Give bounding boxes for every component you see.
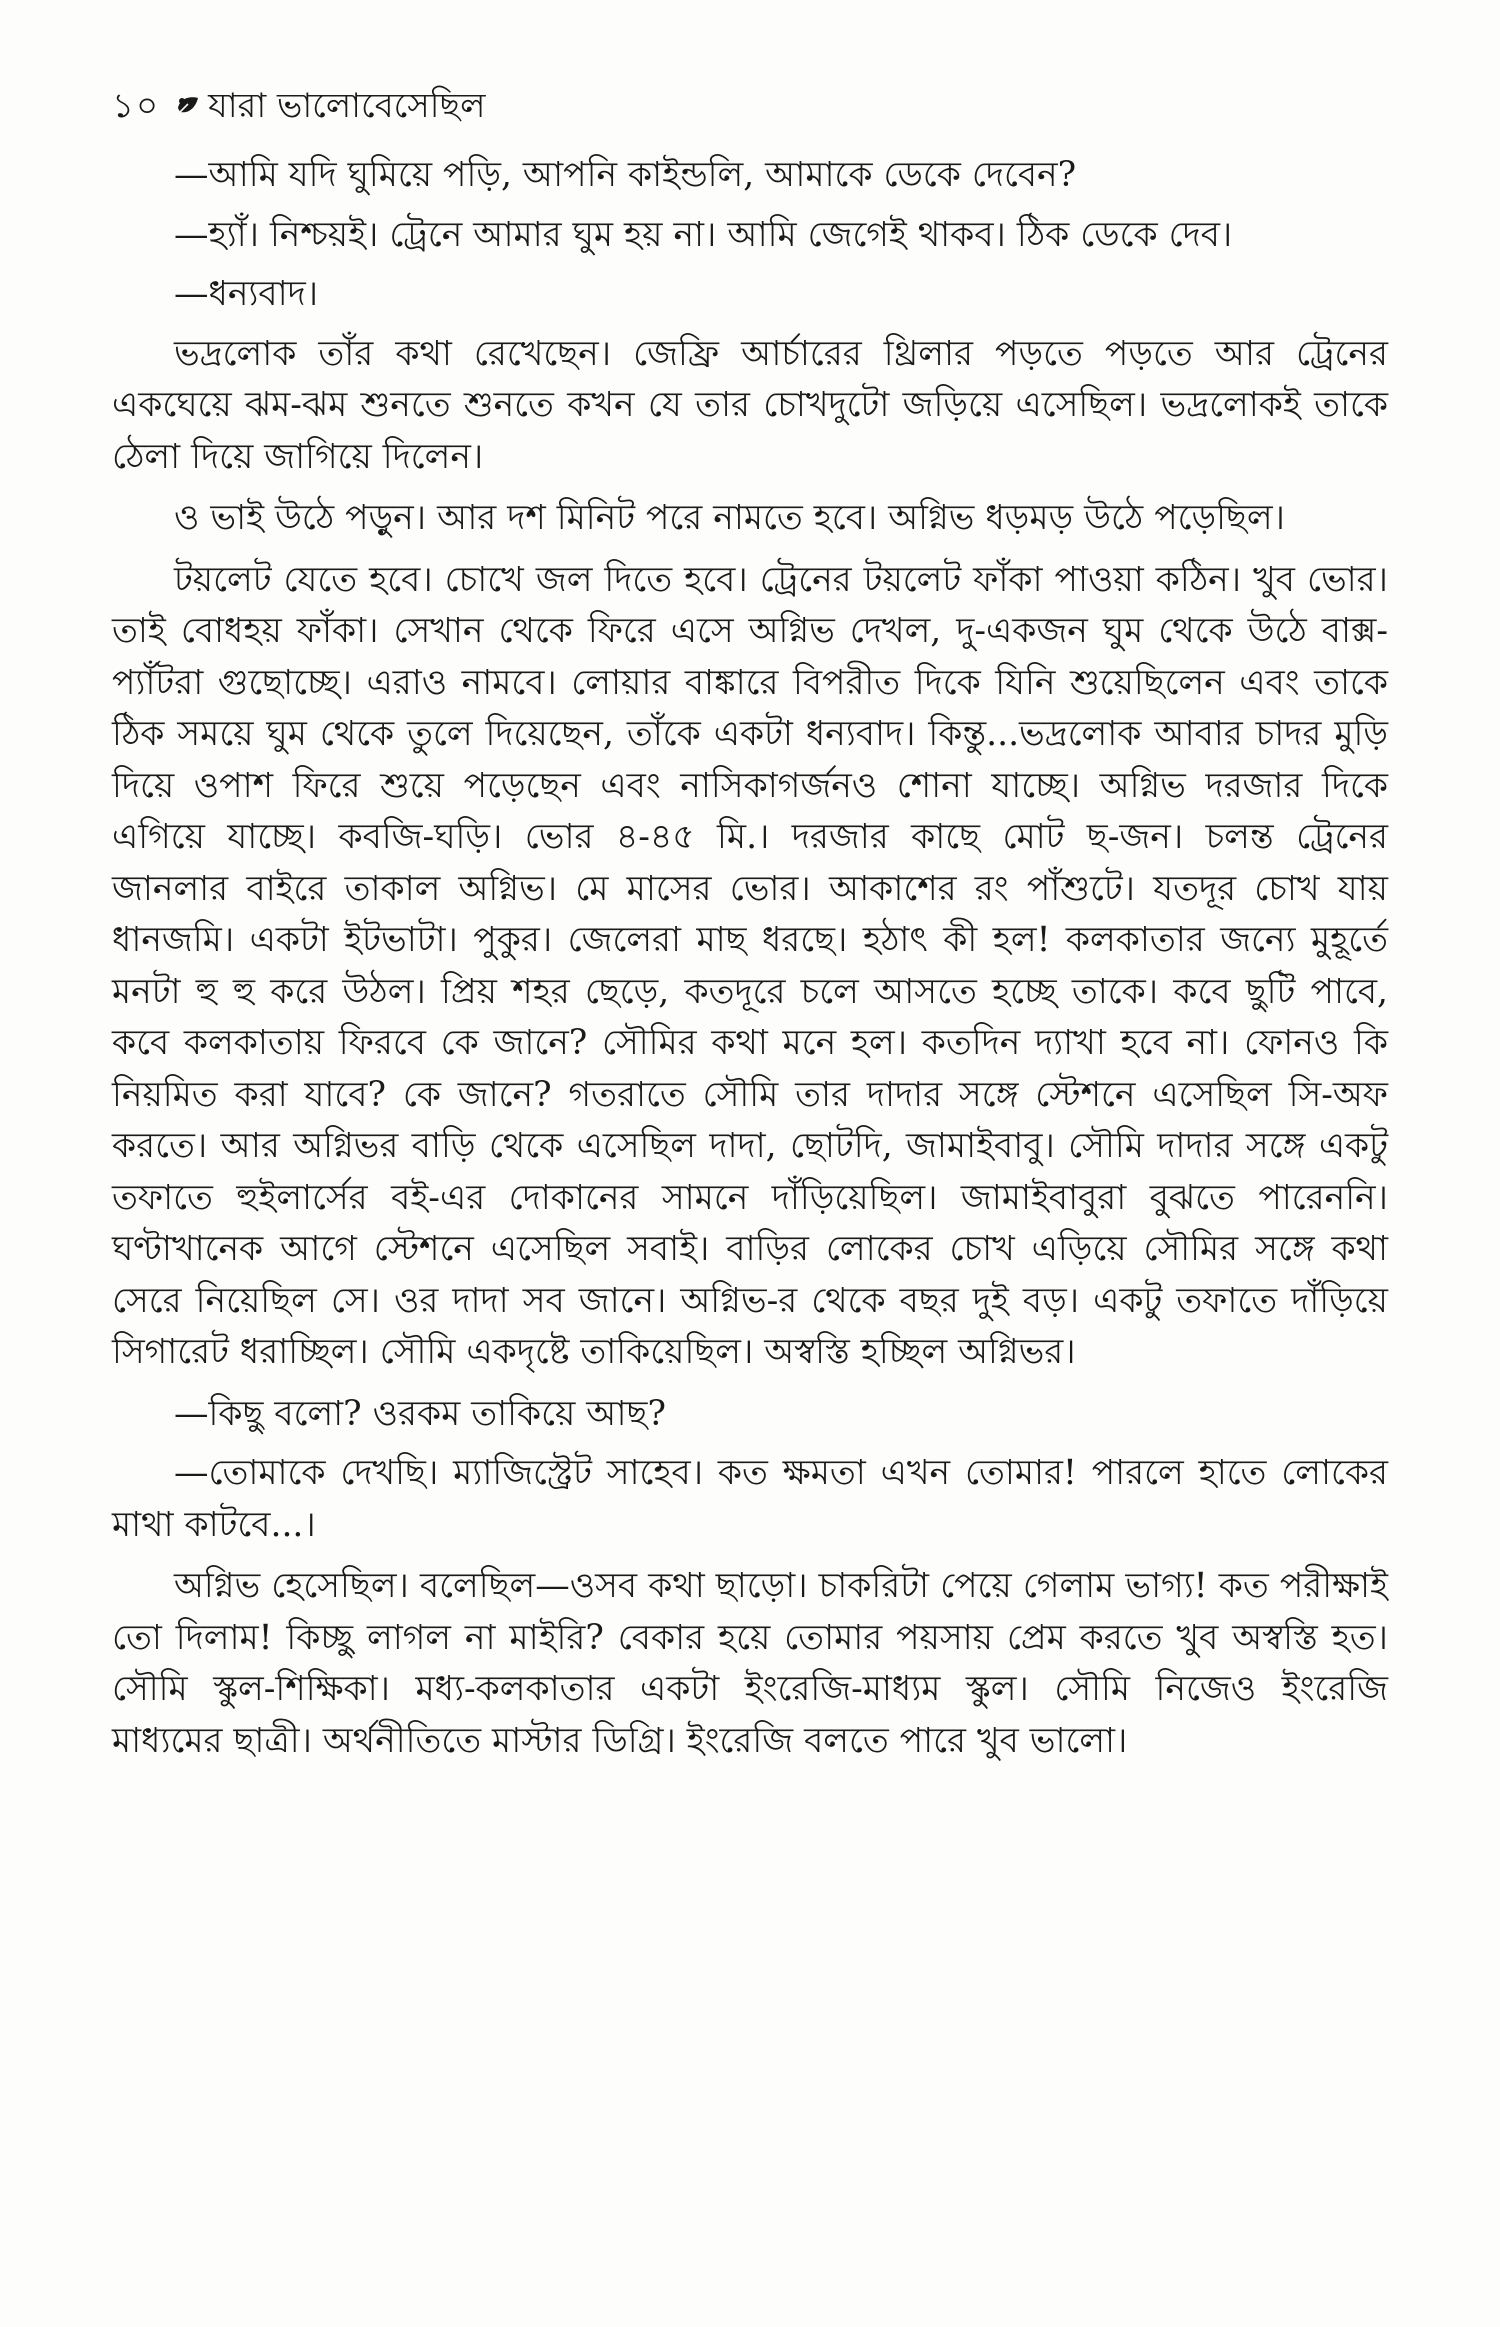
paragraph: —তোমাকে দেখছি। ম্যাজিস্ট্রেট সাহেব। কত ক্ষমতা এখন তোমার! পারলে হাতে লোকের মাথা কাটবে...।	[112, 1453, 1388, 1545]
running-head	[112, 86, 485, 126]
body-text	[112, 150, 1388, 1777]
paragraph: —কিছু বলো? ওরকম তাকিয়ে আছ?	[174, 1393, 666, 1434]
paragraph: ও ভাই উঠে পড়ুন। আর দশ মিনিট পরে নামতে হবে। অগ্নিভ ধড়মড় উঠে পড়েছিল।	[174, 498, 1285, 538]
paragraph: ভদ্রলোক তাঁর কথা রেখেছেন। জেফ্রি আর্চারের থ্রিলার পড়তে পড়তে আর ট্রেনের একঘেয়ে ঝম-ঝম শুনতে শুনতে কখন যে তার চোখদুটো জড়িয়ে এসেছিল। ভদ্রলোকই তাকে ঠেলা দিয়ে জাগিয়ে দিলেন।	[112, 333, 1388, 477]
paragraph: টয়লেট যেতে হবে। চোখে জল দিতে হবে। ট্রেনের টয়লেট ফাঁকা পাওয়া কঠিন। খুব ভোর। তাই বোধহয় ফাঁকা। সেখান থেকে ফিরে এসে অগ্নিভ দেখল, দু-একজন ঘুম থেকে উঠে বাক্স-প্যাঁটরা গুছোচ্ছে। এরাও নামবে। লোয়ার বাঙ্কারে বিপরীত দিকে যিনি শুয়েছিলেন এবং তাকে ঠিক সময়ে ঘুম থেকে তুলে দিয়েছেন, তাঁকে একটা ধন্যবাদ। কিন্তু...ভদ্রলোক আবার চাদর মুড়ি দিয়ে ওপাশ ফিরে শুয়ে পড়েছেন এবং নাসিকাগর্জনও শোনা যাচ্ছে। অগ্নিভ দরজার দিকে এগিয়ে যাচ্ছে। কবজি-ঘড়ি। ভোর ৪-৪৫ মি.। দরজার কাছে মোট ছ-জন। চলন্ত ট্রেনের জানলার বাইরে তাকাল অগ্নিভ। মে মাসের ভোর। আকাশের রং পাঁশুটে। যতদূর চোখ যায় ধানজমি। একটা ইটভাটা। পুকুর। জেলেরা মাছ ধরছে। হঠাৎ কী হল! কলকাতার জন্যে মুহূর্তে মনটা হু হু করে উঠল। প্রিয় শহর ছেড়ে, কতদূরে চলে আসতে হচ্ছে তাকে। কবে ছুটি পাবে, কবে কলকাতায় ফিরবে কে জানে? সৌমির কথা মনে হল। কতদিন দ্যাখা হবে না। ফোনও কি নিয়মিত করা যাবে? কে জানে? গতরাতে সৌমি তার দাদার সঙ্গে স্টেশনে এসেছিল সি-অফ করতে। আর অগ্নিভর বাড়ি থেকে এসেছিল দাদা, ছোটদি, জামাইবাবু। সৌমি দাদার সঙ্গে একটু তফাতে হুইলার্সের বই-এর দোকানের সামনে দাঁড়িয়েছিল। জামাইবাবুরা বুঝতে পারেননি। ঘণ্টাখানেক আগে স্টেশনে এসেছিল সবাই। বাড়ির লোকের চোখ এড়িয়ে সৌমির সঙ্গে কথা সেরে নিয়েছিল সে। ওর দাদা সব জানে। অগ্নিভ-র থেকে বছর দুই বড়। একটু তফাতে দাঁড়িয়ে সিগারেট ধরাচ্ছিল। সৌমি একদৃষ্টে তাকিয়েছিল। অস্বস্তি হচ্ছিল অগ্নিভর।	[112, 559, 1388, 1372]
page-number: ১০	[112, 86, 161, 126]
paragraph: —আমি যদি ঘুমিয়ে পড়ি, আপনি কাইন্ডলি, আমাকে ডেকে দেবেন?	[174, 155, 1077, 195]
paragraph: অগ্নিভ হেসেছিল। বলেছিল—ওসব কথা ছাড়ো। চাকরিটা পেয়ে গেলাম ভাগ্য! কত পরীক্ষাই তো দিলাম! কিচ্ছু লাগল না মাইরি? বেকার হয়ে তোমার পয়সায় প্রেম করতে খুব অস্বস্তি হত। সৌমি স্কুল-শিক্ষিকা। মধ্য-কলকাতার একটা ইংরেজি-মাধ্যম স্কুল। সৌমি নিজেও ইংরেজি মাধ্যমের ছাত্রী। অর্থনীতিতে মাস্টার ডিগ্রি। ইংরেজি বলতে পারে খুব ভালো।	[112, 1566, 1388, 1761]
book-title: যারা ভালোবেসেছিল	[208, 86, 486, 126]
leaf-ornament-icon	[174, 92, 202, 120]
paragraph: —ধন্যবাদ।	[174, 274, 319, 314]
paragraph: —হ্যাঁ। নিশ্চয়ই। ট্রেনে আমার ঘুম হয় না। আমি জেগেই থাকব। ঠিক ডেকে দেব।	[174, 214, 1233, 255]
